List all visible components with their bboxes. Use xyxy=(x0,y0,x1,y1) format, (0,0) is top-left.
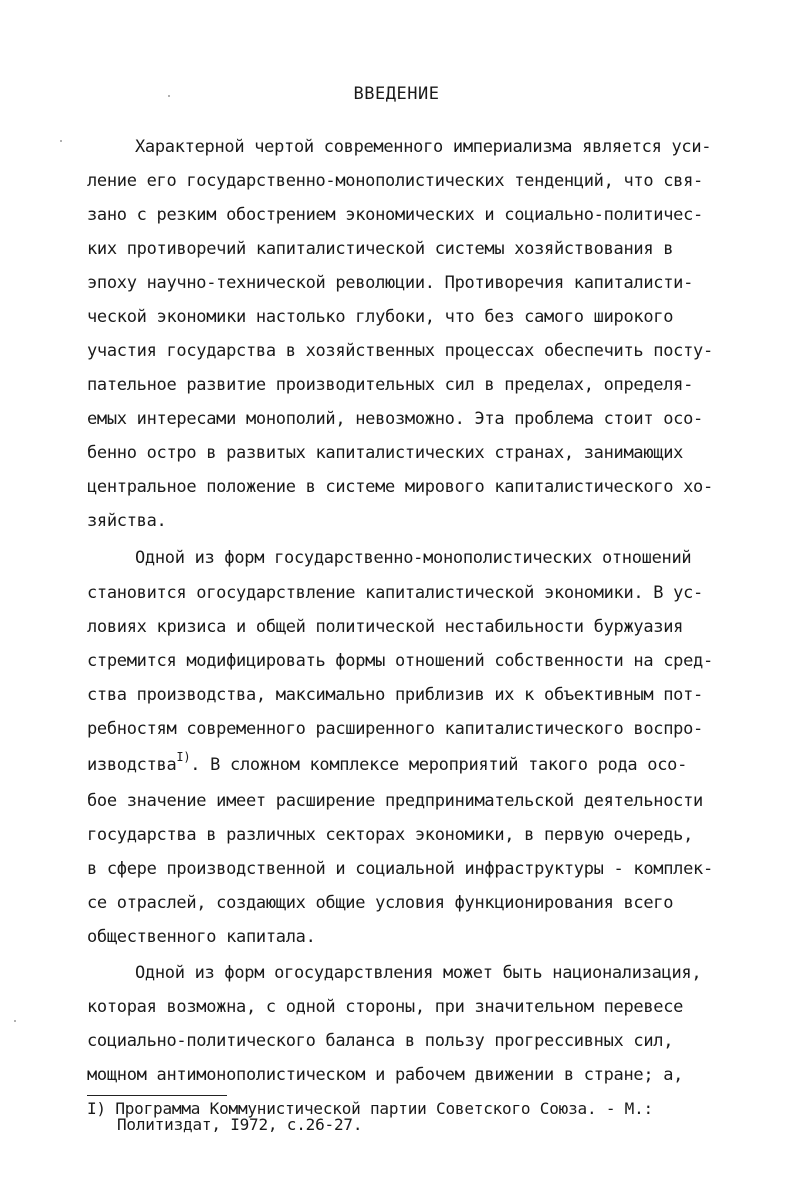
footnote-reference[interactable]: I) xyxy=(176,750,191,765)
footnote-text: Программа Коммунистической партии Советского Союза. - М.: xyxy=(115,1099,653,1118)
text-line: ких противоречий капиталистической системы хозяйствования в xyxy=(87,239,674,259)
text-line: становится огосударствление капиталистической экономики. В ус- xyxy=(87,583,703,603)
text-line: се отраслей, создающих общие условия функционирования всего xyxy=(87,893,674,913)
scan-speck xyxy=(60,140,62,142)
footnote-divider xyxy=(87,1095,227,1096)
footnote-marker: I) xyxy=(87,1099,106,1118)
text-line: ление его государственно-монополистических тенденций, что свя- xyxy=(87,171,703,191)
text-line: ловиях кризиса и общей политической нестабильности буржуазия xyxy=(87,617,684,637)
text-line: участия государства в хозяйственных процессах обеспечить посту- xyxy=(87,341,713,361)
text-line: пательное развитие производительных сил в пределах, определя- xyxy=(87,375,694,395)
text-line: которая возможна, с одной стороны, при значительном перевесе xyxy=(87,997,684,1017)
text-line: Одной из форм государственно-монополистических отношений xyxy=(135,548,692,568)
text-line: социально-политического баланса в пользу прогрессивных сил, xyxy=(87,1031,674,1051)
text-line: в сфере производственной и социальной инфраструктуры - комплек- xyxy=(87,859,713,879)
text-line: общественного капитала. xyxy=(87,927,316,947)
text-line: емых интересами монополий, невозможно. Эта проблема стоит осо- xyxy=(87,409,703,429)
text-fragment: . В сложном комплексе мероприятий такого рода осо- xyxy=(190,755,688,775)
page-title: ВВЕДЕНИЕ xyxy=(353,84,440,104)
text-line: Характерной чертой современного империализма является уси- xyxy=(135,137,712,157)
scan-speck xyxy=(14,1020,16,1022)
text-line: центральное положение в системе мирового капиталистического хо- xyxy=(87,477,713,497)
text-line: зяйства. xyxy=(87,511,167,531)
text-line: стремится модифицировать формы отношений собственности на сред- xyxy=(87,651,713,671)
text-line-with-footnote xyxy=(87,750,688,776)
text-line: эпоху научно-технической революции. Противоречия капиталисти- xyxy=(87,273,694,293)
text-line: мощном антимонополистическом и рабочем движении в стране; а, xyxy=(87,1065,684,1085)
text-line: государства в различных секторах экономики, в первую очередь, xyxy=(87,825,694,845)
text-line: зано с резким обострением экономических и социально-политичес- xyxy=(87,205,703,225)
text-line: бое значение имеет расширение предпринимательской деятельности xyxy=(87,791,703,811)
text-line: Одной из форм огосударствления может быть национализация, xyxy=(135,963,702,983)
text-line: бенно остро в развитых капиталистических странах, занимающих xyxy=(87,443,684,463)
text-line: ческой экономики настолько глубоки, что без самого широкого xyxy=(87,307,674,327)
scan-speck xyxy=(168,95,170,97)
text-line: ребностям современного расширенного капиталистического воспро- xyxy=(87,719,703,739)
text-line: ства производства, максимально приблизив их к объективным пот- xyxy=(87,685,703,705)
footnote-line: Политиздат, I972, с.26-27. xyxy=(117,1115,363,1134)
text-fragment: изводства xyxy=(87,755,177,775)
